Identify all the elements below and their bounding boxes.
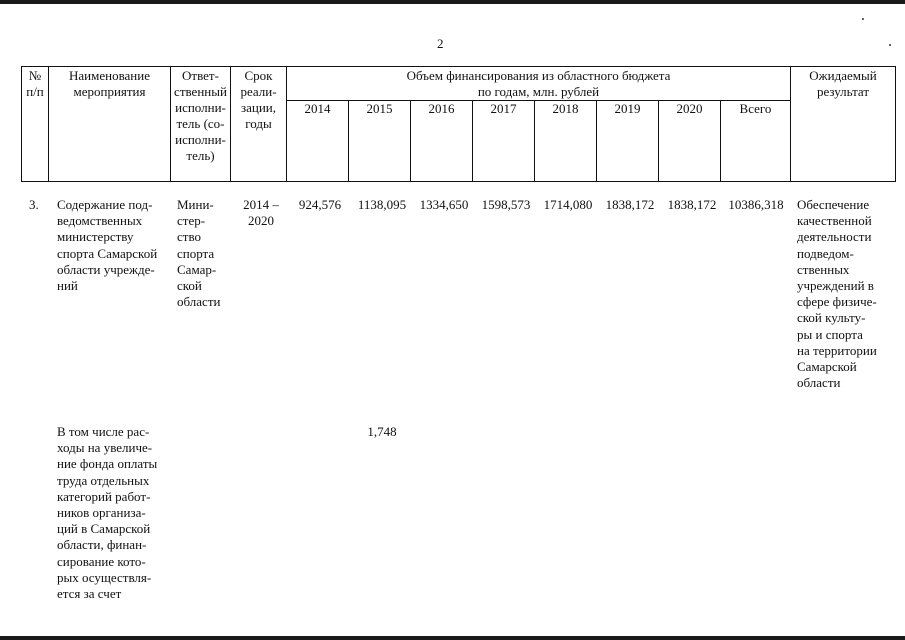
value-total: 10386,318 — [728, 197, 784, 212]
header-total: Всего — [721, 101, 791, 182]
header-year-2014: 2014 — [287, 101, 349, 182]
header-year-2018: 2018 — [535, 101, 597, 182]
header-year-2020: 2020 — [659, 101, 721, 182]
scan-top-edge — [0, 0, 905, 4]
scan-speck — [889, 44, 891, 46]
value-2016: 1334,650 — [419, 197, 469, 212]
value-2015: 1138,095 — [357, 197, 407, 212]
header-funding: Объем финансирования из областного бюджета по годам, млн. рублей — [287, 67, 791, 101]
value-2017: 1598,573 — [481, 197, 531, 212]
header-term: Срок реали- зации, годы — [231, 67, 287, 182]
header-year-2016: 2016 — [411, 101, 473, 182]
value-2014: 924,576 — [298, 197, 342, 212]
page-number: 2 — [437, 36, 444, 51]
header-num: № п/п — [22, 67, 49, 182]
value-2020: 1838,172 — [667, 197, 717, 212]
subrow-name: В том числе рас- ходы на увеличе- ние фонда оплаты труда отдельных категорий работ- ников организа- ций в Самарской области, финан- сирование кото- рых осуществля- ется за счет — [57, 424, 158, 602]
header-name: Наименование мероприятия — [49, 67, 171, 182]
header-year-2017: 2017 — [473, 101, 535, 182]
header-result: Ожидаемый результат — [791, 67, 896, 182]
value-2019: 1838,172 — [605, 197, 655, 212]
row-result: Обеспечение качественной деятельности подведом- ственных учреждений в сфере физиче- ской культу- ры и спорта на территории Самарской области — [797, 197, 877, 391]
row-name: Содержание под- ведомственных министерству спорта Самарской области учрежде- ний — [57, 197, 158, 294]
scan-bottom-edge — [0, 636, 905, 640]
row-term: 2014 – 2020 — [243, 197, 279, 229]
table-header — [21, 66, 896, 182]
row-executor: Мини- стер- ство спорта Самар- ской области — [177, 197, 221, 310]
value-2018: 1714,080 — [543, 197, 593, 212]
header-year-2019: 2019 — [597, 101, 659, 182]
subrow-value-2015: 1,748 — [367, 424, 397, 439]
header-executor: Ответ- ственный исполни- тель (со- исполни- тель) — [171, 67, 231, 182]
header-year-2015: 2015 — [349, 101, 411, 182]
row-num: 3. — [29, 197, 39, 212]
scan-speck — [862, 18, 864, 20]
